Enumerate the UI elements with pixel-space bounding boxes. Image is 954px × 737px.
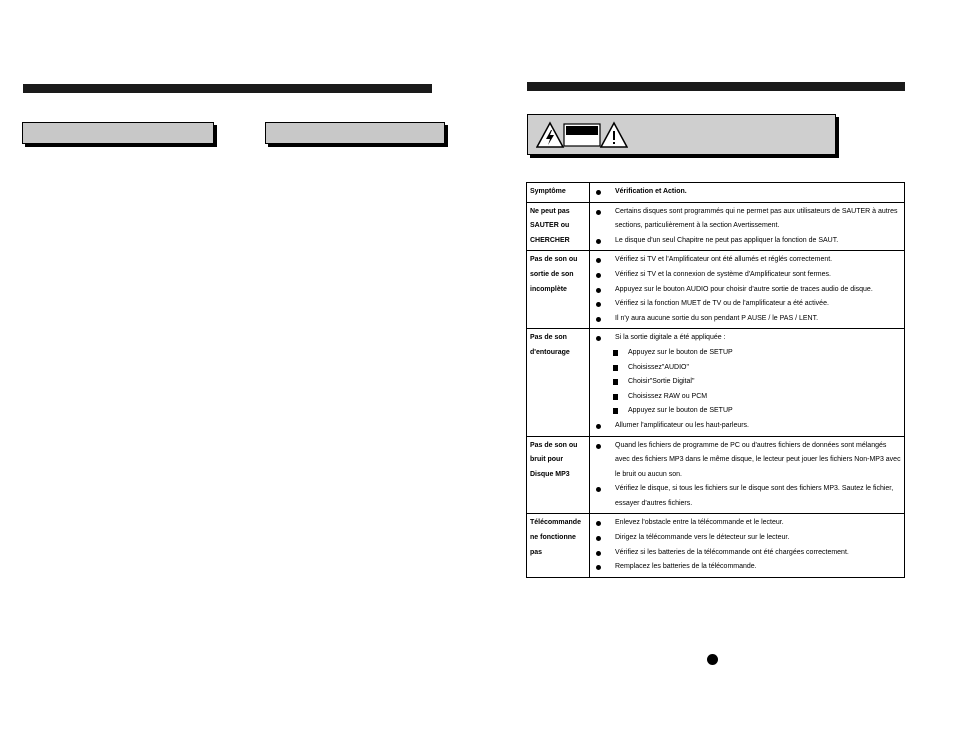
exclamation-triangle-icon <box>601 123 627 147</box>
header-action: Vérification et Action. <box>590 183 905 203</box>
bullet-icon <box>596 551 601 556</box>
bullet-icon <box>596 273 601 278</box>
action-cell: Quand les fichiers de programme de PC ou d'autres fichiers de données sont mélangés avec des fichiers MP3 dans le même disque, le lecteur peut jouer les fichiers Non-MP3 avec le bruit ou aucun son. Vérifiez le disque, si tous les fichiers sur le disque sont des fichiers MP3. Sautez le fichier, essayer d'autres fichiers. <box>590 436 905 514</box>
bullet-icon <box>596 521 601 526</box>
bullet-icon <box>596 302 601 307</box>
page-marker-dot <box>707 654 718 665</box>
square-bullet-icon <box>613 365 618 371</box>
bullet-icon <box>596 190 601 195</box>
troubleshooting-table <box>526 182 905 578</box>
action-cell: Vérifiez si TV et l'Amplificateur ont été allumés et réglés correctement. Vérifiez si TV et la connexion de système d'Amplificateur sont fermes. Appuyez sur le bouton AUDIO pour choisir d'autre sortie de traces audio de disque. Vérifiez si la fonction MUET de TV ou de l'amplificateur a été activée. Il n'y aura aucune sortie du son pendant P AUSE / le PAS / LENT. <box>590 251 905 329</box>
symptom-cell: Télécommande ne fonctionne pas <box>527 514 590 577</box>
table-row <box>527 514 905 577</box>
action-cell: Enlevez l'obstacle entre la télécommande et le lecteur. Dirigez la télécommande vers le détecteur sur le lecteur. Vérifiez si les batteries de la télécommande ont été chargées correctement. Remplacez les batteries de la télécommande. <box>590 514 905 577</box>
square-bullet-icon <box>613 379 618 385</box>
left-section-box-2 <box>265 122 445 144</box>
square-bullet-icon <box>613 408 618 414</box>
caution-label-graphic <box>536 121 628 149</box>
action-cell: Si la sortie digitale a été appliquée : Appuyez sur le bouton de SETUP Choisissez"AUDIO" Choisir"Sortie Digital" Choisissez RAW ou PCM Appuyez sur le bouton de SETUP Allumer l'amplificateur ou les haut-parleurs. <box>590 329 905 436</box>
bullet-icon <box>596 210 601 215</box>
left-section-box-1 <box>22 122 214 144</box>
bullet-icon <box>596 424 601 429</box>
square-bullet-icon <box>613 350 618 356</box>
symptom-cell: Ne peut pas SAUTER ou CHERCHER <box>527 202 590 251</box>
square-bullet-icon <box>613 394 618 400</box>
right-header-bar <box>527 82 905 91</box>
bullet-icon <box>596 239 601 244</box>
table-row <box>527 436 905 514</box>
table-header-row <box>527 183 905 203</box>
table-row <box>527 251 905 329</box>
table-row <box>527 329 905 436</box>
bullet-icon <box>596 565 601 570</box>
left-header-bar <box>23 84 432 93</box>
bullet-icon <box>596 444 601 449</box>
warning-panel <box>527 114 836 155</box>
symptom-cell: Pas de son ou bruit pour Disque MP3 <box>527 436 590 514</box>
symptom-cell: Pas de son ou sortie de son incomplète <box>527 251 590 329</box>
bullet-icon <box>596 258 601 263</box>
bullet-icon <box>596 288 601 293</box>
action-cell: Certains disques sont programmés qui ne permet pas aux utilisateurs de SAUTER à autres sections, particulièrement à la section Avertissement. Le disque d'un seul Chapitre ne peut pas appliquer la fonction de SAUT. <box>590 202 905 251</box>
header-symptom: Symptôme <box>527 183 590 203</box>
lightning-triangle-icon <box>537 123 563 147</box>
bullet-icon <box>596 487 601 492</box>
symptom-cell: Pas de son d'entourage <box>527 329 590 436</box>
bullet-icon <box>596 536 601 541</box>
bullet-icon <box>596 317 601 322</box>
bullet-icon <box>596 336 601 341</box>
table-row <box>527 202 905 251</box>
